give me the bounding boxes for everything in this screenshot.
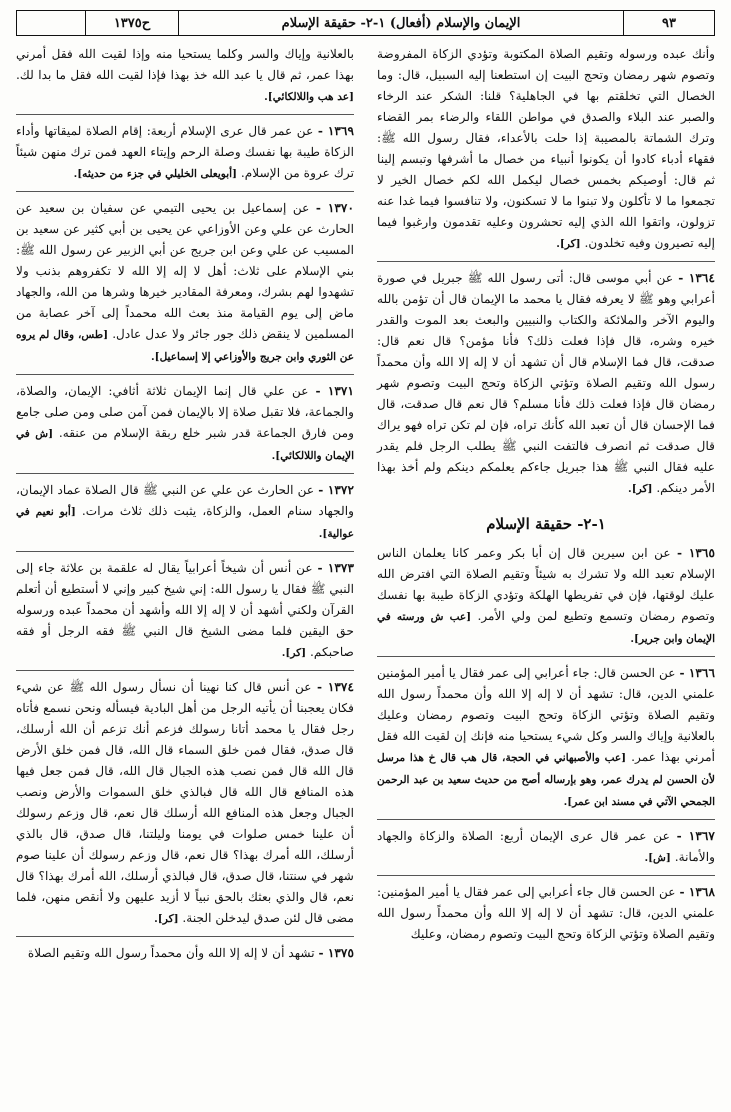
hadith-text: عن الحسن قال جاء أعرابي إلى عمر فقال يا أمير المؤمنين: علمني الدين، قال: تشهد أن لا إله إلا الله وأن محمداً رسول الله وتقيم الصلاة وتؤتي الزكاة وتحج البيت وتصوم رمضان، وعليك xyxy=(377,885,715,941)
hadith-text: عن ابن سيرين قال إن أبا بكر وعمر كانا يعلمان الناس الإسلام تعبد الله ولا تشرك به شيئاً وتقيم الصلاة التي افترض الله عليك لوقتها، فإن في تفريطها الهلكة وتؤدي الزكاة طيبة بها نفسك وتصوم رمضان وتسمع وتطيع لمن ولي الأمر. xyxy=(377,546,715,623)
section-title: ١-٢- حقيقة الإسلام xyxy=(486,515,606,533)
left-column xyxy=(16,44,354,969)
source-reference: [عب ش ورسته في الإيمان وابن جرير]. xyxy=(377,611,715,645)
hadith-1365 xyxy=(377,543,715,650)
hadith-1367 xyxy=(377,819,715,869)
source-reference: [كر]. xyxy=(628,483,653,495)
hadith-number: ١٣٦٨ - xyxy=(679,885,715,899)
hadith-text: عن علي قال إنما الإيمان ثلاثة أثافي: الإيمان، والصلاة، والجماعة، فلا تقبل صلاة إلا بالإيمان فمن آمن صلى ومن صلى جامع ومن فارق الجماعة قدر شبر خلع ربقة الإسلام من عنقه. xyxy=(16,384,355,440)
source-reference: [كر]. xyxy=(281,647,307,659)
hadith-1374 xyxy=(16,670,354,930)
source-reference: [أبويعلى الخليلي في جزء من حديثه]. xyxy=(73,168,238,180)
hadith-text: عن أنس أن شيخاً أعرابياً يقال له علقمة بن علاثة جاء إلى النبي ﷺ فقال يا رسول الله: إني شيخ كبير وإني لا أستطيع أن أتعلم القرآن ولكني أشهد أن لا إله إلا الله وأشهد أن محمداً عبده ورسوله حق اليقين فلما مضى الشيخ قال النبي ﷺ فقه الرجل أو فقه صاحبكم. xyxy=(16,561,354,659)
hadith-1368 xyxy=(377,875,715,945)
page-header xyxy=(16,10,715,36)
continued-paragraph xyxy=(377,44,715,255)
hadith-1375 xyxy=(16,936,354,964)
hadith-number: ١٣٧٤ - xyxy=(316,680,354,694)
hadith-text: عن أبي موسى قال: أتى رسول الله ﷺ جبريل في صورة أعرابي وهو ﷺ لا يعرفه فقال يا محمد ما الإيمان قال أن تؤمن بالله واليوم الآخر والملائكة والكتاب والنبيين والبعث بعد الموت والقدر خيره وشره، قال فإذا فعلت ذلك؟ فأنا مؤمن؟ قال نعم قال: صدقت، قال فما الإسلام قال أن تشهد أن لا إله إلا الله وأن محمداً رسول الله وتقيم الصلاة وتؤتي الزكاة وتحج البيت وتصوم شهر رمضان قال فإذا فعلت ذلك فأنا مسلم؟ قال نعم قال صدقت، قال فما الإحسان قال أن تعبد الله كأنك تراه، فإن لم تكن تراه فهو يراك قال صدقت ثم انصرف فالتفت النبي ﷺ يطلب الرجل فلم يقدر عليه فقال النبي ﷺ هذا جبريل جاءكم يعلمكم دينكم ولم أخذ بهذا الأمر دينكم. xyxy=(377,271,715,495)
hadith-number: ١٣٧٢ - xyxy=(318,483,355,497)
hadith-number: ١٣٦٥ - xyxy=(677,546,715,560)
source-reference: [ش]. xyxy=(644,852,671,864)
source-reference: [أبو نعيم في عوالية]. xyxy=(16,506,354,540)
hadith-text: عن عمر قال عرى الإيمان أربع: الصلاة والزكاة والجهاد والأمانة. xyxy=(377,829,715,864)
hadith-text: عن الحسن قال: جاء أعرابي إلى عمر فقال يا أمير المؤمنين علمني الدين، قال: تشهد أن لا إله إلا الله وأن محمداً رسول الله وتقيم الصلاة وتؤتي الزكاة وتحج البيت وتصوم رمضان وعليك بالعلانية وإياك والسر وكل شيء يستحيا منه فإنك إن لقيت الله فقل أمرني بهذا عمر. xyxy=(377,666,716,764)
source-reference: [عب والأصبهاني في الحجة، قال هب قال خ هذا مرسل لأن الحسن لم يدرك عمر، وهو بإرساله أصح من حديث سعيد بن عبد الرحمن الجمحي الآتي في مسند ابن عمر]. xyxy=(377,752,715,808)
hadith-text: عن عمر قال عرى الإسلام أربعة: إقام الصلاة لميقاتها وأداء الزكاة طيبة بها نفسك وصلة الرحم وإيتاء العهد فمن ترك منهن شيئاً ترك عروة من الإسلام. xyxy=(16,124,354,180)
source-reference: [طس، وقال لم يروه عن الثوري وابن جريج والأوزاعي إلا إسماعيل]. xyxy=(16,329,354,363)
hadith-number: ١٣٧٣ - xyxy=(317,561,355,575)
hadith-text: عن أنس قال كنا نهينا أن نسأل رسول الله ﷺ عن شيء فكان يعجبنا أن يأتيه الرجل من أهل البادية فيسأله ونحن نسمع فأتاه رجل فقال يا محمد أتانا رسولك فزعم أنك تزعم أن الله أرسلك، قال صدق، فقال فمن خلق السماء قال الله، قال فمن خلق الأرض قال الله قال فمن نصب هذه الجبال قال الله، قال فمن جعل فيها هذه المنافع قال الله قال فبالذي خلق السموات والأرض ونصب الجبال وجعل هذه المنافع الله أرسلك قال نعم، قال وزعم رسولك أن علينا خمس صلوات في يومنا وليلتنا، قال صدق، قال بالذي أرسلك، الله أمرك بهذا؟ قال نعم، قال وزعم رسولك أن علينا صوم شهر في سنتنا، قال صدق، قال فبالذي أرسلك، الله أمرك بهذا؟ قال نعم، قال والذي بعثك بالحق نبياً لا أزيد عليهن ولا أنقص منهن، فلما مضى قال لئن صدق ليدخلن الجنة. xyxy=(16,680,354,925)
hadith-1370 xyxy=(16,191,354,368)
hadith-number: ١٣٧١ - xyxy=(315,384,354,398)
hadith-1372 xyxy=(16,473,354,545)
hadith-1371 xyxy=(16,374,354,467)
hadith-text: عن إسماعيل بن يحيى التيمي عن سفيان بن سعيد عن الحارث عن علي وعن الأوزاعي عن يحيى بن أبي كثير عن سعيد بن المسيب عن علي وعن ابن جريج عن أبي الزبير عن رسول الله ﷺ: بني الإسلام على ثلاث: أهل لا إله إلا الله لا تكفروهم بذنب ولا تشهدوا لهم بشرك، ومعرفة المقادير خيرها وشرها من الله، والجهاد ماض إلى يوم القيامة منذ بعث الله محمداً إلى آخر عصابة من المسلمين لا ينقض ذلك جور جائر ولا عدل عادل. xyxy=(16,201,355,341)
hadith-text: عن الحارث عن علي عن النبي ﷺ قال الصلاة عماد الإيمان، والجهاد سنام العمل، والزكاة، يثبت ذلك ثلاث مرات. xyxy=(16,483,354,518)
text-columns xyxy=(16,44,715,969)
hadith-number: ١٣٦٦ - xyxy=(679,666,715,680)
hadith-1364 xyxy=(377,261,715,500)
source-reference: [عد هب واللالكائي]. xyxy=(264,91,354,103)
hadith-number: ١٣٦٤ - xyxy=(678,271,715,285)
hadith-number: ١٣٧٠ - xyxy=(315,201,355,215)
hadith-number: ١٣٦٧ - xyxy=(676,829,715,843)
hadith-number: ١٣٧٥ - xyxy=(318,946,354,960)
right-column xyxy=(377,44,715,969)
source-reference: [ش في الإيمان واللالكائي]. xyxy=(16,428,354,462)
continued-paragraph xyxy=(16,44,354,108)
running-title: الإيمان والإسلام (أفعال) ١-٢- حقيقة الإسلام xyxy=(178,11,623,35)
hadith-1366 xyxy=(377,656,715,813)
hadith-1369 xyxy=(16,114,354,185)
hadith-range: ح١٣٧٥ xyxy=(85,11,178,35)
source-reference: [كر]. xyxy=(154,913,179,925)
header-blank-cell xyxy=(17,11,85,35)
hadith-number: ١٣٦٩ - xyxy=(317,124,354,138)
hadith-1373 xyxy=(16,551,354,664)
hadith-text: تشهد أن لا إله إلا الله وأن محمداً رسول الله وتقيم الصلاة xyxy=(27,946,315,960)
paragraph-text: وأنك عبده ورسوله وتقيم الصلاة المكتوبة وتؤدي الزكاة المفروضة وتصوم شهر رمضان وتحج البيت إن استطعنا إليه السبيل، قال: وما الخصال التي تخلقتم بها في الجاهلية؟ قلنا: الشكر عند الرخاء والصبر عند البلاء والصدق في مواطن اللقاء والرضاء بمر القضاء وترك الشماتة بالمصيبة إذا حلت بالأعداء، فقال رسول الله ﷺ: فقهاء أدباء كادوا أن يكونوا أنبياء من خصال ما أشرفها وتبسم إلينا ثم قال: أوصيكم بخمس خصال ليكمل الله لكم خصال الخير لا تجمعوا ما لا تأكلون ولا تبنوا ما لا تسكنون، ولا تنافسوا فيما غدا عنه تزولون، واتقوا الله الذي إليه تحشرون وعليه تقدمون وارغبوا فيما إليه تصيرون وفيه تخلدون. xyxy=(377,47,715,250)
paragraph-text: بالعلانية وإياك والسر وكلما يستحيا منه وإذا لقيت الله فقل أمرني بهذا عمر، ثم قال يا عبد الله خذ بهذا فإذا لقيت الله فقل ما بدا لك. xyxy=(16,47,354,82)
page-number: ٩٣ xyxy=(623,11,714,35)
source-reference: [كر]. xyxy=(556,238,581,250)
